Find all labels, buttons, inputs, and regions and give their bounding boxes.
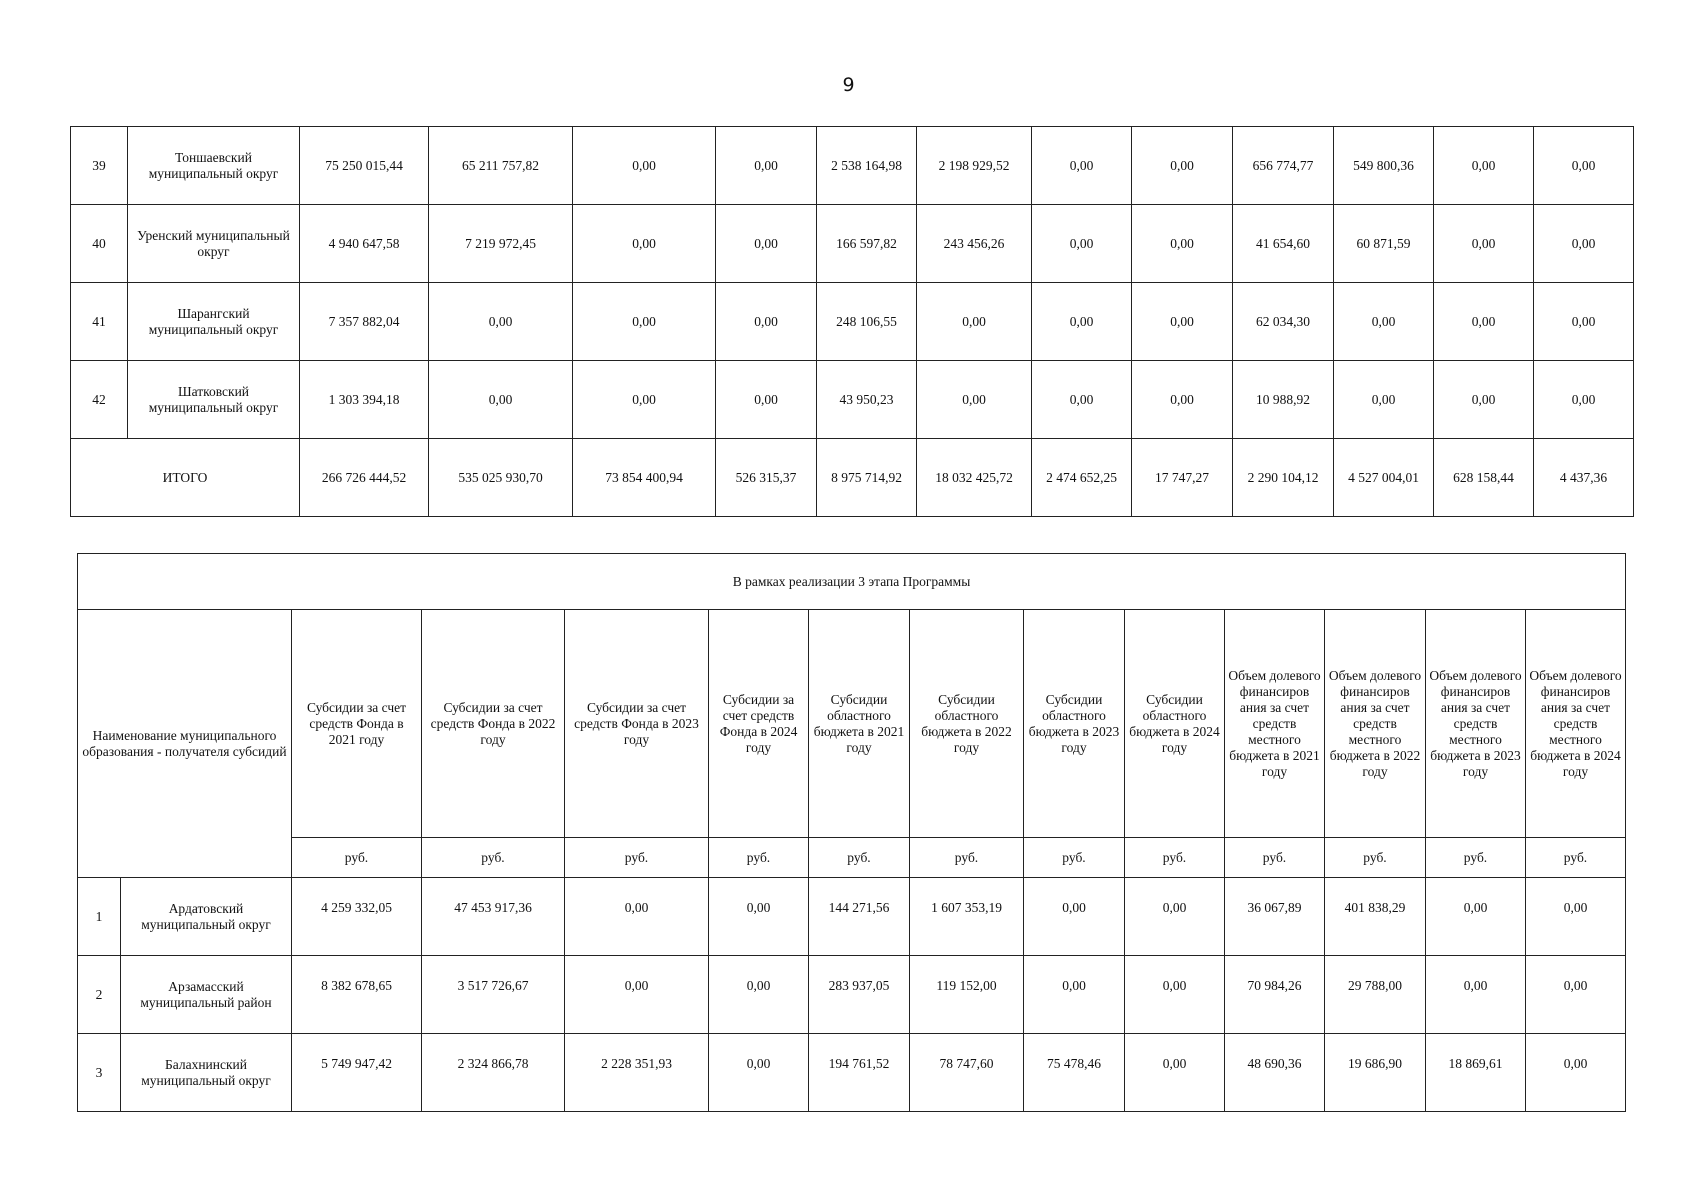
amount-cell: 0,00 bbox=[1434, 205, 1534, 283]
amount-cell: 48 690,36 bbox=[1225, 1034, 1325, 1112]
amount-cell: 0,00 bbox=[1024, 956, 1125, 1034]
amount-cell: 2 324 866,78 bbox=[422, 1034, 565, 1112]
table-row bbox=[71, 205, 1634, 283]
table-row bbox=[71, 283, 1634, 361]
municipality-name-cell: Шатковский муниципальный округ bbox=[128, 361, 300, 439]
unit-cell: руб. bbox=[565, 838, 709, 878]
row-number-cell: 39 bbox=[71, 127, 128, 205]
column-header: Объем долевого финансиров ания за счет средств местного бюджета в 2021 году bbox=[1225, 610, 1325, 838]
amount-cell: 60 871,59 bbox=[1334, 205, 1434, 283]
amount-cell: 0,00 bbox=[1125, 956, 1225, 1034]
amount-cell: 0,00 bbox=[573, 283, 716, 361]
amount-cell: 8 382 678,65 bbox=[292, 956, 422, 1034]
amount-cell: 119 152,00 bbox=[910, 956, 1024, 1034]
amount-cell: 243 456,26 bbox=[917, 205, 1032, 283]
amount-cell: 2 538 164,98 bbox=[817, 127, 917, 205]
amount-cell: 0,00 bbox=[1132, 361, 1233, 439]
table-row bbox=[71, 361, 1634, 439]
amount-cell: 0,00 bbox=[917, 283, 1032, 361]
total-amount-cell: 8 975 714,92 bbox=[817, 439, 917, 517]
stage-title: В рамках реализации 3 этапа Программы bbox=[78, 554, 1626, 610]
amount-cell: 0,00 bbox=[1125, 1034, 1225, 1112]
total-amount-cell: 2 474 652,25 bbox=[1032, 439, 1132, 517]
amount-cell: 0,00 bbox=[1334, 361, 1434, 439]
amount-cell: 144 271,56 bbox=[809, 878, 910, 956]
amount-cell: 75 250 015,44 bbox=[300, 127, 429, 205]
amount-cell: 0,00 bbox=[1032, 361, 1132, 439]
amount-cell: 0,00 bbox=[565, 878, 709, 956]
amount-cell: 0,00 bbox=[573, 127, 716, 205]
amount-cell: 78 747,60 bbox=[910, 1034, 1024, 1112]
amount-cell: 656 774,77 bbox=[1233, 127, 1334, 205]
unit-cell: руб. bbox=[910, 838, 1024, 878]
amount-cell: 5 749 947,42 bbox=[292, 1034, 422, 1112]
amount-cell: 0,00 bbox=[709, 1034, 809, 1112]
amount-cell: 75 478,46 bbox=[1024, 1034, 1125, 1112]
total-amount-cell: 266 726 444,52 bbox=[300, 439, 429, 517]
unit-cell: руб. bbox=[292, 838, 422, 878]
subsidy-table-continued bbox=[70, 126, 1634, 517]
amount-cell: 0,00 bbox=[1426, 956, 1526, 1034]
municipality-name-cell: Балахнинский муниципальный округ bbox=[121, 1034, 292, 1112]
amount-cell: 0,00 bbox=[1032, 127, 1132, 205]
amount-cell: 70 984,26 bbox=[1225, 956, 1325, 1034]
unit-cell: руб. bbox=[809, 838, 910, 878]
row-number-cell: 3 bbox=[78, 1034, 121, 1112]
unit-cell: руб. bbox=[1526, 838, 1626, 878]
amount-cell: 2 228 351,93 bbox=[565, 1034, 709, 1112]
total-amount-cell: 628 158,44 bbox=[1434, 439, 1534, 517]
amount-cell: 0,00 bbox=[1024, 878, 1125, 956]
column-header: Субсидии областного бюджета в 2023 году bbox=[1024, 610, 1125, 838]
amount-cell: 29 788,00 bbox=[1325, 956, 1426, 1034]
amount-cell: 4 940 647,58 bbox=[300, 205, 429, 283]
amount-cell: 0,00 bbox=[1132, 283, 1233, 361]
amount-cell: 0,00 bbox=[1534, 283, 1634, 361]
amount-cell: 10 988,92 bbox=[1233, 361, 1334, 439]
amount-cell: 1 607 353,19 bbox=[910, 878, 1024, 956]
row-number-cell: 41 bbox=[71, 283, 128, 361]
table-row bbox=[78, 1034, 1626, 1112]
amount-cell: 0,00 bbox=[1534, 205, 1634, 283]
amount-cell: 0,00 bbox=[429, 361, 573, 439]
amount-cell: 549 800,36 bbox=[1334, 127, 1434, 205]
amount-cell: 0,00 bbox=[1526, 1034, 1626, 1112]
municipality-name-cell: Тоншаевский муниципальный округ bbox=[128, 127, 300, 205]
amount-cell: 0,00 bbox=[1132, 127, 1233, 205]
amount-cell: 3 517 726,67 bbox=[422, 956, 565, 1034]
total-amount-cell: 535 025 930,70 bbox=[429, 439, 573, 517]
name-column-header: Наименование муниципального образования - получателя субсидий bbox=[78, 610, 292, 878]
amount-cell: 7 357 882,04 bbox=[300, 283, 429, 361]
column-header: Субсидии за счет средств Фонда в 2021 году bbox=[292, 610, 422, 838]
amount-cell: 0,00 bbox=[917, 361, 1032, 439]
column-header: Субсидии областного бюджета в 2021 году bbox=[809, 610, 910, 838]
row-number-cell: 42 bbox=[71, 361, 128, 439]
unit-cell: руб. bbox=[1225, 838, 1325, 878]
amount-cell: 0,00 bbox=[709, 878, 809, 956]
amount-cell: 7 219 972,45 bbox=[429, 205, 573, 283]
page-number: 9 bbox=[842, 74, 855, 96]
amount-cell: 4 259 332,05 bbox=[292, 878, 422, 956]
amount-cell: 0,00 bbox=[716, 205, 817, 283]
amount-cell: 0,00 bbox=[1534, 361, 1634, 439]
amount-cell: 2 198 929,52 bbox=[917, 127, 1032, 205]
row-number-cell: 1 bbox=[78, 878, 121, 956]
amount-cell: 0,00 bbox=[1032, 283, 1132, 361]
amount-cell: 0,00 bbox=[1125, 878, 1225, 956]
amount-cell: 36 067,89 bbox=[1225, 878, 1325, 956]
total-amount-cell: 73 854 400,94 bbox=[573, 439, 716, 517]
total-amount-cell: 18 032 425,72 bbox=[917, 439, 1032, 517]
amount-cell: 0,00 bbox=[565, 956, 709, 1034]
total-amount-cell: 4 437,36 bbox=[1534, 439, 1634, 517]
total-amount-cell: 526 315,37 bbox=[716, 439, 817, 517]
total-amount-cell: 17 747,27 bbox=[1132, 439, 1233, 517]
total-amount-cell: 4 527 004,01 bbox=[1334, 439, 1434, 517]
total-label-cell: ИТОГО bbox=[71, 439, 300, 517]
table-row bbox=[78, 878, 1626, 956]
column-header: Субсидии областного бюджета в 2022 году bbox=[910, 610, 1024, 838]
unit-cell: руб. bbox=[709, 838, 809, 878]
municipality-name-cell: Ардатовский муниципальный округ bbox=[121, 878, 292, 956]
amount-cell: 43 950,23 bbox=[817, 361, 917, 439]
unit-cell: руб. bbox=[1325, 838, 1426, 878]
unit-cell: руб. bbox=[1125, 838, 1225, 878]
unit-cell: руб. bbox=[422, 838, 565, 878]
amount-cell: 166 597,82 bbox=[817, 205, 917, 283]
amount-cell: 41 654,60 bbox=[1233, 205, 1334, 283]
total-row bbox=[71, 439, 1634, 517]
column-header: Объем долевого финансиров ания за счет средств местного бюджета в 2022 году bbox=[1325, 610, 1426, 838]
amount-cell: 0,00 bbox=[1534, 127, 1634, 205]
amount-cell: 0,00 bbox=[716, 127, 817, 205]
column-header: Объем долевого финансиров ания за счет средств местного бюджета в 2024 году bbox=[1526, 610, 1626, 838]
amount-cell: 0,00 bbox=[1434, 283, 1534, 361]
total-amount-cell: 2 290 104,12 bbox=[1233, 439, 1334, 517]
amount-cell: 0,00 bbox=[716, 283, 817, 361]
amount-cell: 18 869,61 bbox=[1426, 1034, 1526, 1112]
column-header: Субсидии областного бюджета в 2024 году bbox=[1125, 610, 1225, 838]
row-number-cell: 40 bbox=[71, 205, 128, 283]
unit-cell: руб. bbox=[1426, 838, 1526, 878]
amount-cell: 0,00 bbox=[716, 361, 817, 439]
table-row bbox=[71, 127, 1634, 205]
unit-cell: руб. bbox=[1024, 838, 1125, 878]
column-header: Субсидии за счет средств Фонда в 2022 году bbox=[422, 610, 565, 838]
amount-cell: 248 106,55 bbox=[817, 283, 917, 361]
amount-cell: 401 838,29 bbox=[1325, 878, 1426, 956]
amount-cell: 65 211 757,82 bbox=[429, 127, 573, 205]
amount-cell: 0,00 bbox=[573, 361, 716, 439]
row-number-cell: 2 bbox=[78, 956, 121, 1034]
column-header: Объем долевого финансиров ания за счет средств местного бюджета в 2023 году bbox=[1426, 610, 1526, 838]
column-header: Субсидии за счет средств Фонда в 2023 году bbox=[565, 610, 709, 838]
amount-cell: 0,00 bbox=[709, 956, 809, 1034]
amount-cell: 0,00 bbox=[1526, 956, 1626, 1034]
municipality-name-cell: Арзамасский муниципальный район bbox=[121, 956, 292, 1034]
amount-cell: 283 937,05 bbox=[809, 956, 910, 1034]
amount-cell: 0,00 bbox=[1434, 361, 1534, 439]
municipality-name-cell: Шарангский муниципальный округ bbox=[128, 283, 300, 361]
amount-cell: 0,00 bbox=[429, 283, 573, 361]
municipality-name-cell: Уренский муниципальный округ bbox=[128, 205, 300, 283]
amount-cell: 0,00 bbox=[1032, 205, 1132, 283]
amount-cell: 47 453 917,36 bbox=[422, 878, 565, 956]
stage3-subsidy-table bbox=[77, 553, 1626, 1112]
amount-cell: 194 761,52 bbox=[809, 1034, 910, 1112]
amount-cell: 0,00 bbox=[1434, 127, 1534, 205]
table-row bbox=[78, 956, 1626, 1034]
amount-cell: 0,00 bbox=[1426, 878, 1526, 956]
amount-cell: 0,00 bbox=[1334, 283, 1434, 361]
amount-cell: 19 686,90 bbox=[1325, 1034, 1426, 1112]
amount-cell: 62 034,30 bbox=[1233, 283, 1334, 361]
amount-cell: 1 303 394,18 bbox=[300, 361, 429, 439]
amount-cell: 0,00 bbox=[573, 205, 716, 283]
column-header: Субсидии за счет средств Фонда в 2024 году bbox=[709, 610, 809, 838]
amount-cell: 0,00 bbox=[1132, 205, 1233, 283]
amount-cell: 0,00 bbox=[1526, 878, 1626, 956]
